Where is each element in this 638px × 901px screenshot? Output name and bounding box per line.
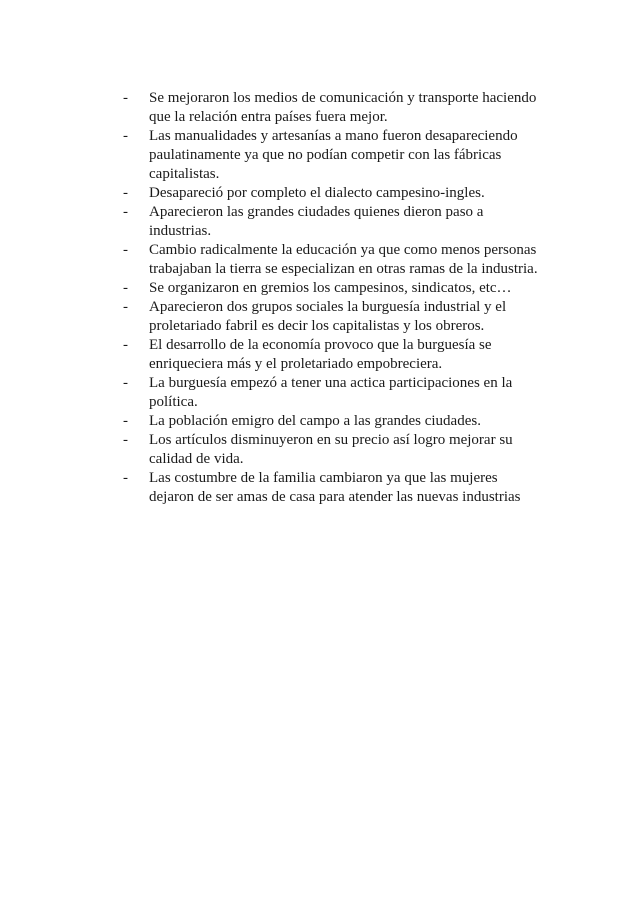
bullet-marker: - bbox=[123, 280, 128, 296]
list-item bbox=[121, 336, 541, 374]
bullet-marker: - bbox=[123, 242, 128, 258]
bullet-marker: - bbox=[123, 432, 128, 448]
list-item bbox=[121, 469, 541, 507]
list-item-text: Aparecieron dos grupos sociales la burguesía industrial y el proletariado fabril es decir los capitalistas y los obreros. bbox=[149, 299, 507, 334]
list-item bbox=[121, 203, 541, 241]
list-item bbox=[121, 89, 541, 127]
list-item-text: Las manualidades y artesanías a mano fueron desapareciendo paulatinamente ya que no podían competir con las fábricas capitalistas. bbox=[149, 128, 518, 182]
list-item bbox=[121, 127, 541, 184]
list-item-text: Las costumbre de la familia cambiaron ya que las mujeres dejaron de ser amas de casa para atender las nuevas industrias bbox=[149, 470, 521, 505]
bullet-list bbox=[121, 89, 541, 507]
list-item-text: Aparecieron las grandes ciudades quienes dieron paso a industrias. bbox=[149, 204, 484, 239]
list-item-text: La burguesía empezó a tener una actica participaciones en la política. bbox=[149, 375, 513, 410]
list-item bbox=[121, 412, 541, 431]
bullet-marker: - bbox=[123, 413, 128, 429]
bullet-marker: - bbox=[123, 470, 128, 486]
list-item bbox=[121, 279, 541, 298]
bullet-marker: - bbox=[123, 90, 128, 106]
list-item-text: Desapareció por completo el dialecto campesino-ingles. bbox=[149, 185, 485, 201]
bullet-marker: - bbox=[123, 337, 128, 353]
bullet-marker: - bbox=[123, 204, 128, 220]
list-item-text: Los artículos disminuyeron en su precio así logro mejorar su calidad de vida. bbox=[149, 432, 513, 467]
list-item bbox=[121, 431, 541, 469]
bullet-marker: - bbox=[123, 128, 128, 144]
list-item bbox=[121, 184, 541, 203]
bullet-marker: - bbox=[123, 375, 128, 391]
list-item bbox=[121, 298, 541, 336]
list-item-text: Cambio radicalmente la educación ya que como menos personas trabajaban la tierra se especializan en otras ramas de la industria. bbox=[149, 242, 538, 277]
document-body bbox=[121, 89, 541, 507]
list-item-text: La población emigro del campo a las grandes ciudades. bbox=[149, 413, 481, 429]
list-item-text: El desarrollo de la economía provoco que la burguesía se enriqueciera más y el proletariado empobreciera. bbox=[149, 337, 492, 372]
list-item bbox=[121, 374, 541, 412]
bullet-marker: - bbox=[123, 185, 128, 201]
list-item-text: Se mejoraron los medios de comunicación y transporte haciendo que la relación entra países fuera mejor. bbox=[149, 90, 537, 125]
bullet-marker: - bbox=[123, 299, 128, 315]
list-item-text: Se organizaron en gremios los campesinos, sindicatos, etc… bbox=[149, 280, 512, 296]
list-item bbox=[121, 241, 541, 279]
